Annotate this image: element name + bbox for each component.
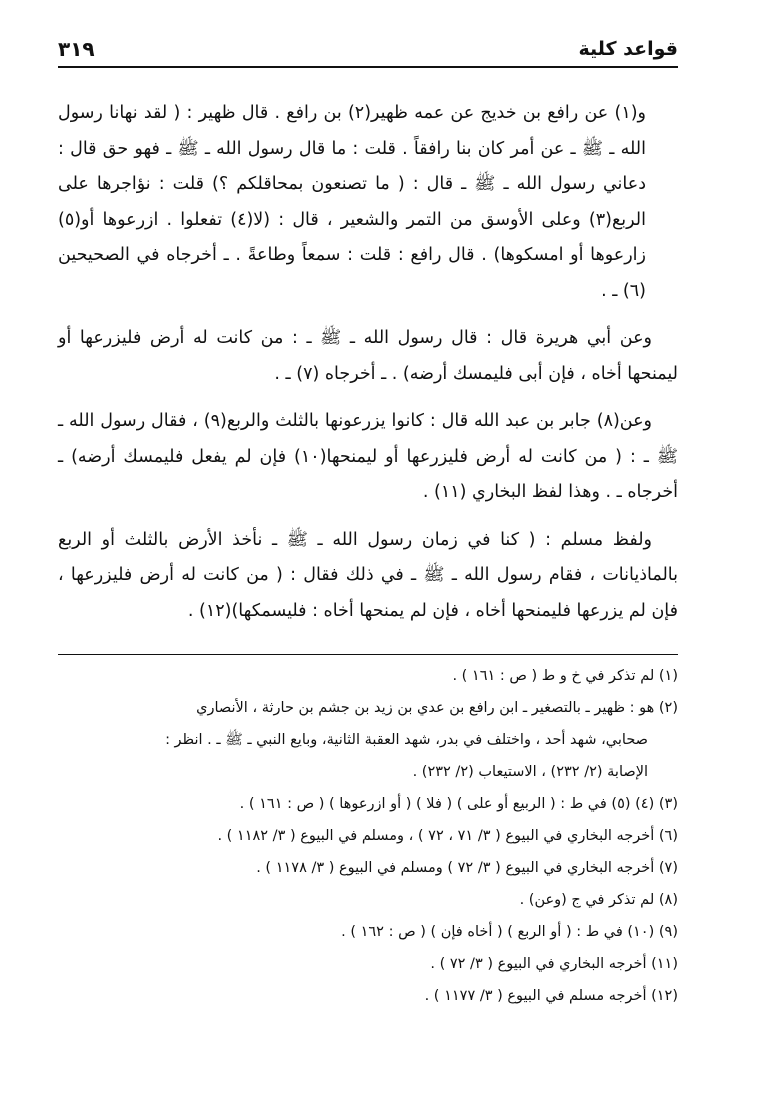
footnote-2-continued: الإصابة (٢/ ٢٣٢) ، الاستيعاب (٢/ ٢٣٢) .	[412, 764, 648, 780]
footnote-3-5: (٣) (٤) (٥) في ط : ( الربيع أو على ) ( فلا ) ( أو ازرعوها ) ( ص : ١٦١ ) .	[239, 796, 678, 812]
page-number: ٣١٩	[58, 37, 95, 61]
footnotes	[58, 660, 678, 1012]
footnote-12: (١٢) أخرجه مسلم في البيوع ( ٣/ ١١٧٧ ) .	[424, 988, 678, 1004]
paragraph-muslim-wording: ولفظ مسلم : ( كنا في زمان رسول الله ـ ﷺ ـ نأخذ الأرض بالثلث أو الربع بالماذيانات ، فقام رسول الله ـ ﷺ ـ في ذلك فقال : ( من كانت له أرض فليزرعها ، فإن لم يزرعها فليمنحها أخاه ، فإن لم يمنحها أخاه : فليسمكها)(١٢) .	[58, 529, 678, 621]
footnote-6: (٦) أخرجه البخاري في البيوع ( ٣/ ٧١ ، ٧٢ ) ، ومسلم في البيوع ( ٣/ ١١٨٢ ) .	[217, 828, 678, 844]
footnote-9-10: (٩) (١٠) في ط : ( أو الربع ) ( أخاه فإن ) ( ص : ١٦٢ ) .	[341, 924, 678, 940]
footnote-1: (١) لم تذكر في خ و ط ( ص : ١٦١ ) .	[452, 668, 678, 684]
footnote-divider	[58, 654, 678, 655]
paragraph-abu-hurayra-hadith: وعن أبي هريرة قال : قال رسول الله ـ ﷺ ـ : من كانت له أرض فليزرعها أو ليمنحها أخاه ، فإن أبى فليمسك أرضه) . ـ أخرجاه (٧) ـ .	[58, 328, 678, 384]
footnote-11: (١١) أخرجه البخاري في البيوع ( ٣/ ٧٢ ) .	[430, 956, 678, 972]
book-title: قواعد كلية	[578, 38, 678, 60]
footnote-7: (٧) أخرجه البخاري في البيوع ( ٣/ ٧٢ ) ومسلم في البيوع ( ٣/ ١١٧٨ ) .	[256, 860, 678, 876]
paragraph-rafi-hadith: و(١) عن رافع بن خديج عن عمه ظهير(٢) بن رافع . قال ظهير : ( لقد نهانا رسول الله ـ ﷺ ـ عن أمر كان بنا رافقاً . قلت : ما قال رسول الله ـ ﷺ ـ فهو حق قال : دعاني رسول الله ـ ﷺ ـ قال : ( ما تصنعون بمحاقلكم ؟) قلت : نؤاجرها على الربع(٣) وعلى الأوسق من التمر والشعير ، قال : (لا(٤) تفعلوا . ازرعوها أو(٥) زارعوها أو امسكوها) . قال رافع : قلت : سمعاً وطاعةً . ـ أخرجاه في الصحيحين (٦) ـ .	[58, 103, 647, 301]
footnote-8: (٨) لم تذكر في ج (وعن) .	[519, 892, 678, 908]
footnote-2-continued: صحابي، شهد أحد ، واختلف في بدر، شهد العقبة الثانية، وبايع النبي ـ ﷺ ـ . انظر :	[165, 732, 648, 748]
footnote-2: (٢) هو : ظهير ـ بالتصغير ـ ابن رافع بن عدي بن زيد بن جشم بن حارثة ، الأنصاري	[196, 700, 678, 716]
main-text	[58, 96, 678, 641]
header-divider	[58, 66, 678, 68]
paragraph-jabir-hadith: وعن(٨) جابر بن عبد الله قال : كانوا يزرعونها بالثلث والربع(٩) ، فقال رسول الله ـ ﷺ ـ : ( من كانت له أرض فليزرعها أو ليمنحها(١٠) فإن لم يفعل فليمسك أرضه) ـ أخرجاه ـ . وهذا لفظ البخاري (١١) .	[58, 411, 678, 502]
page-header	[58, 28, 678, 62]
